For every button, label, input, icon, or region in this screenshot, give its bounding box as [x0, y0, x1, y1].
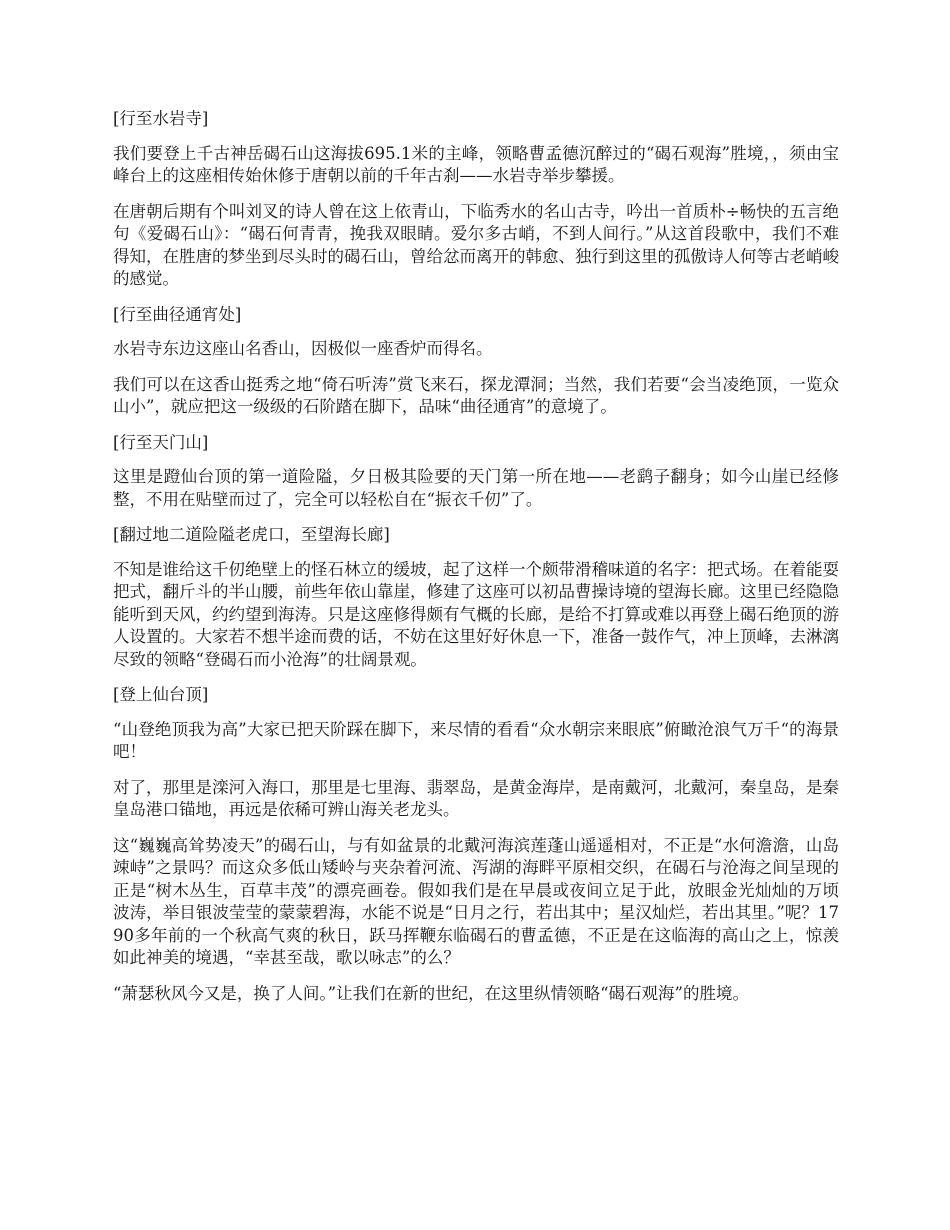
- paragraph-liucha-poem: 在唐朝后期有个叫刘叉的诗人曾在这上依青山，下临秀水的名山古寺，吟出一首质朴÷畅快的五言绝句《爱碣石山》：“碣石何青青，挽我双眼睛。爱尔多古峭，不到人间行。”从这首段歌中，我们不难得知，在胜唐的梦坐到尽头时的碣石山，曾给忿而离开的韩愈、独行到这里的孤傲诗人何等古老峭峻的感觉。: [113, 201, 839, 288]
- document-page: [113, 108, 839, 1018]
- section-heading-xiantai-summit: [登上仙台顶]: [113, 685, 209, 704]
- paragraph-summit-view: “山登绝顶我为高”大家已把天阶踩在脚下，来尽情的看看“众水朝宗来眼底”俯瞰沧浪气万千“的海景吧！: [113, 719, 839, 761]
- section-heading-shuiyan-temple: [行至水岩寺]: [113, 109, 209, 128]
- section-heading-winding-path: [行至曲径通宵处]: [113, 304, 242, 324]
- paragraph-bashichang: 不知是谁给这千仞绝壁上的怪石林立的缓坡，起了这样一个颇带滑稽味道的名字：把式场。在着能耍把式，翻斤斗的半山腰，前些年依山靠崖，修建了这座可以初品曹操诗境的望海长廊。这里已经隐隐能听到天风，约约望到海涛。只是这座修得颇有气概的长廊，是给不打算或难以再登上碣石绝顶的游人设置的。大家若不想半途而费的话，不妨在这里好好休息一下，准备一鼓作气，冲上顶峰，去淋漓尽致的领略“登碣石而小沧海”的壮阔景观。: [113, 559, 839, 669]
- section-heading-tianmen: [行至天门山]: [113, 432, 209, 452]
- section-heading-sea-corridor: [翻过地二道险隘老虎口，至望海长廊]: [113, 525, 390, 544]
- paragraph-closing: “萧瑟秋风今又是，换了人间。”让我们在新的世纪，在这里纵情领略“碣石观海”的胜境。: [113, 983, 749, 1003]
- paragraph-climb-intro: 我们要登上千古神岳碣石山这海拔695.1米的主峰，领略曹孟德沉醉过的“碣石观海”胜境，，须由宝峰台上的这座相传始休修于唐朝以前的千年古刹——水岩寺举步攀援。: [113, 143, 839, 185]
- paragraph-first-pass: 这里是蹬仙台顶的第一道险隘，夕日极其险要的天门第一所在地——老鹞子翻身；如今山崖已经修整，不用在贴壁而过了，完全可以轻松自在“振衣千仞”了。: [113, 467, 839, 509]
- paragraph-landmarks: 对了，那里是滦河入海口，那里是七里海、翡翠岛，是黄金海岸，是南戴河，北戴河，秦皇岛，是秦皇岛港口锚地，再远是依稀可辨山海关老龙头。: [113, 777, 839, 819]
- paragraph-xiangshan: 水岩寺东边这座山名香山，因极似一座香炉而得名。: [113, 339, 493, 358]
- paragraph-stone-steps: 我们可以在这香山挺秀之地“倚石听涛”赏飞来石，探龙潭洞；当然，我们若要“会当凌绝顶，一览众山小”，就应把这一级级的石阶踏在脚下，品味“曲径通宵”的意境了。: [113, 374, 839, 416]
- paragraph-caocao-poem: 这“巍巍高耸势凌天”的碣石山，与有如盆景的北戴河海滨莲蓬山遥遥相对，不正是“水何澹澹，山岛竦峙”之景吗？而这众多低山矮岭与夹杂着河流、泻湖的海畔平原相交织，在碣石与沧海之间呈现的正是“树木丛生，百草丰茂”的漂亮画卷。假如我们是在早晨或夜间立足于此，放眼金光灿灿的万顷波涛，举目银波莹莹的蒙蒙碧海，水能不说是“日月之行，若出其中；星汉灿烂，若出其里。”呢？1790多年前的一个秋高气爽的秋日，跃马挥鞭东临碣石的曹孟德，不正是在这临海的高山之上，惊羡如此神美的境遇，“幸甚至哉，歌以咏志”的么？: [113, 835, 839, 967]
